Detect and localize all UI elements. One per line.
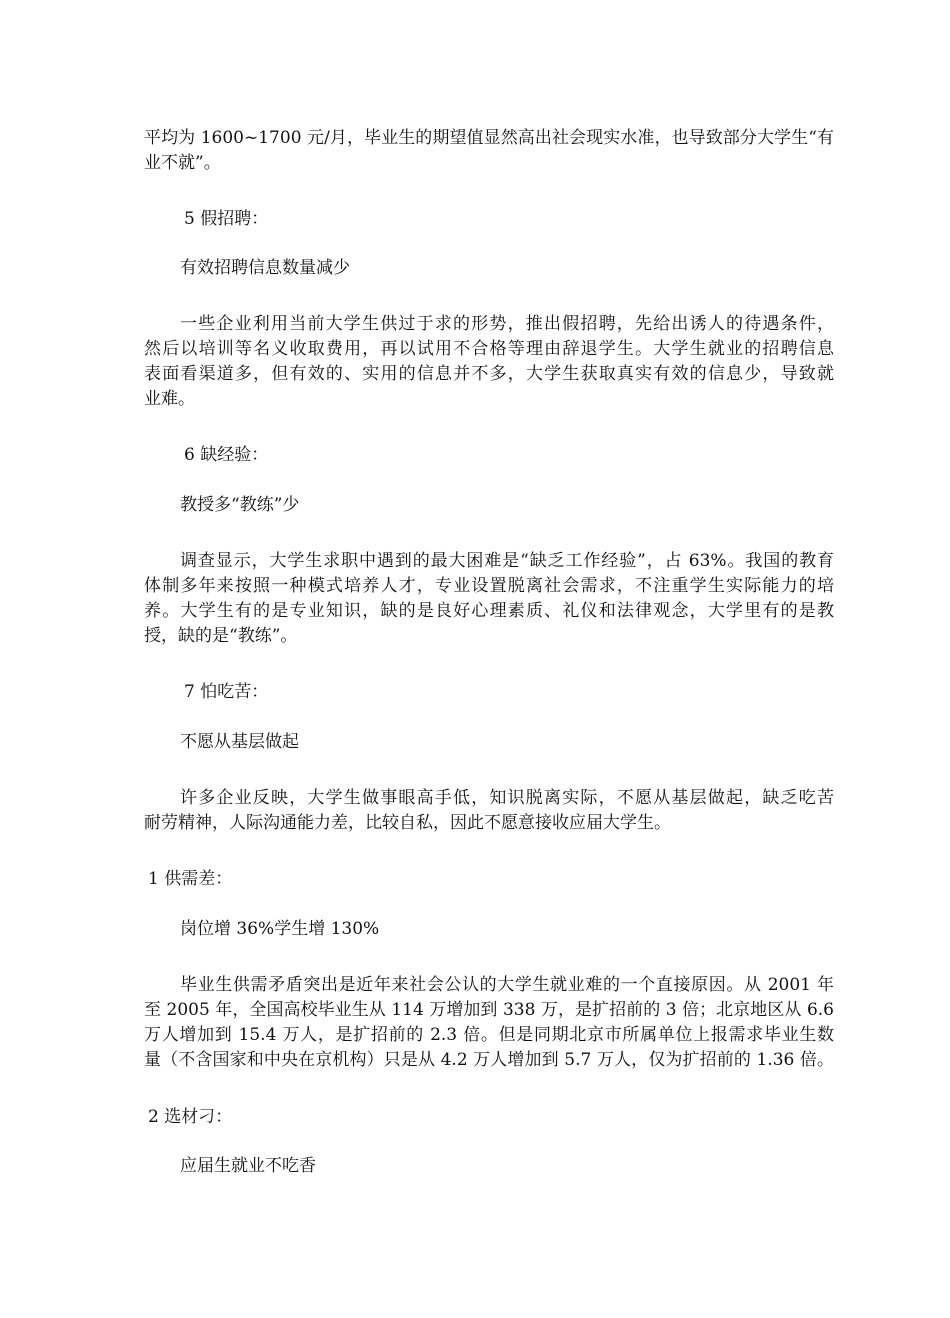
paragraph-line: 一些企业利用当前大学生供过于求的形势，推出假招聘，先给出诱人的待遇条件， [180,314,834,334]
paragraph-line: 至 2005 年，全国高校毕业生从 114 万增加到 338 万，是扩招前的 3 倍；北京地区从 6.6 [144,1000,834,1020]
paragraph-line: 表面看渠道多，但有效的、实用的信息并不多，大学生获取真实有效的信息少，导致就 [144,364,834,384]
section-subheading: 应届生就业不吃香 [180,1156,316,1176]
section-heading: 7 怕吃苦： [184,682,269,702]
paragraph-line: 平均为 1600~1700 元/月，毕业生的期望值显然高出社会现实水准，也导致部分大学生“有 [144,128,834,148]
section-subheading: 岗位增 36%学生增 130% [180,919,380,939]
paragraph-line: 调查显示，大学生求职中遇到的最大困难是“缺乏工作经验”，占 63%。我国的教育 [180,551,834,571]
section-subheading: 教授多“教练”少 [180,495,300,515]
paragraph-line: 许多企业反映，大学生做事眼高手低，知识脱离实际，不愿从基层做起，缺乏吃苦 [180,788,834,808]
paragraph-line: 业不就”。 [144,153,221,173]
paragraph-line: 然后以培训等名义收取费用，再以试用不合格等理由辞退学生。大学生就业的招聘信息 [144,339,834,359]
section-subheading: 不愿从基层做起 [180,732,299,752]
paragraph-line: 体制多年来按照一种模式培养人才，专业设置脱离社会需求，不注重学生实际能力的培 [144,576,834,596]
section-heading: 2 选材刁： [148,1107,233,1127]
paragraph-line: 授，缺的是“教练”。 [144,626,298,646]
section-heading: 1 供需差： [148,869,233,889]
section-subheading: 有效招聘信息数量减少 [180,258,350,278]
paragraph-line: 耐劳精神，人际沟通能力差，比较自私，因此不愿意接收应届大学生。 [144,813,671,833]
paragraph-line: 业难。 [144,389,195,409]
paragraph-line: 万人增加到 15.4 万人，是扩招前的 2.3 倍。但是同期北京市所属单位上报需求毕业生数 [144,1025,834,1045]
paragraph-line: 毕业生供需矛盾突出是近年来社会公认的大学生就业难的一个直接原因。从 2001 年 [180,975,834,995]
section-heading: 5 假招聘： [184,209,269,229]
paragraph-line: 养。大学生有的是专业知识，缺的是良好心理素质、礼仪和法律观念，大学里有的是教 [144,601,834,621]
section-heading: 6 缺经验： [184,445,269,465]
paragraph-line: 量（不含国家和中央在京机构）只是从 4.2 万人增加到 5.7 万人，仅为扩招前的 1.36 倍。 [144,1050,834,1070]
